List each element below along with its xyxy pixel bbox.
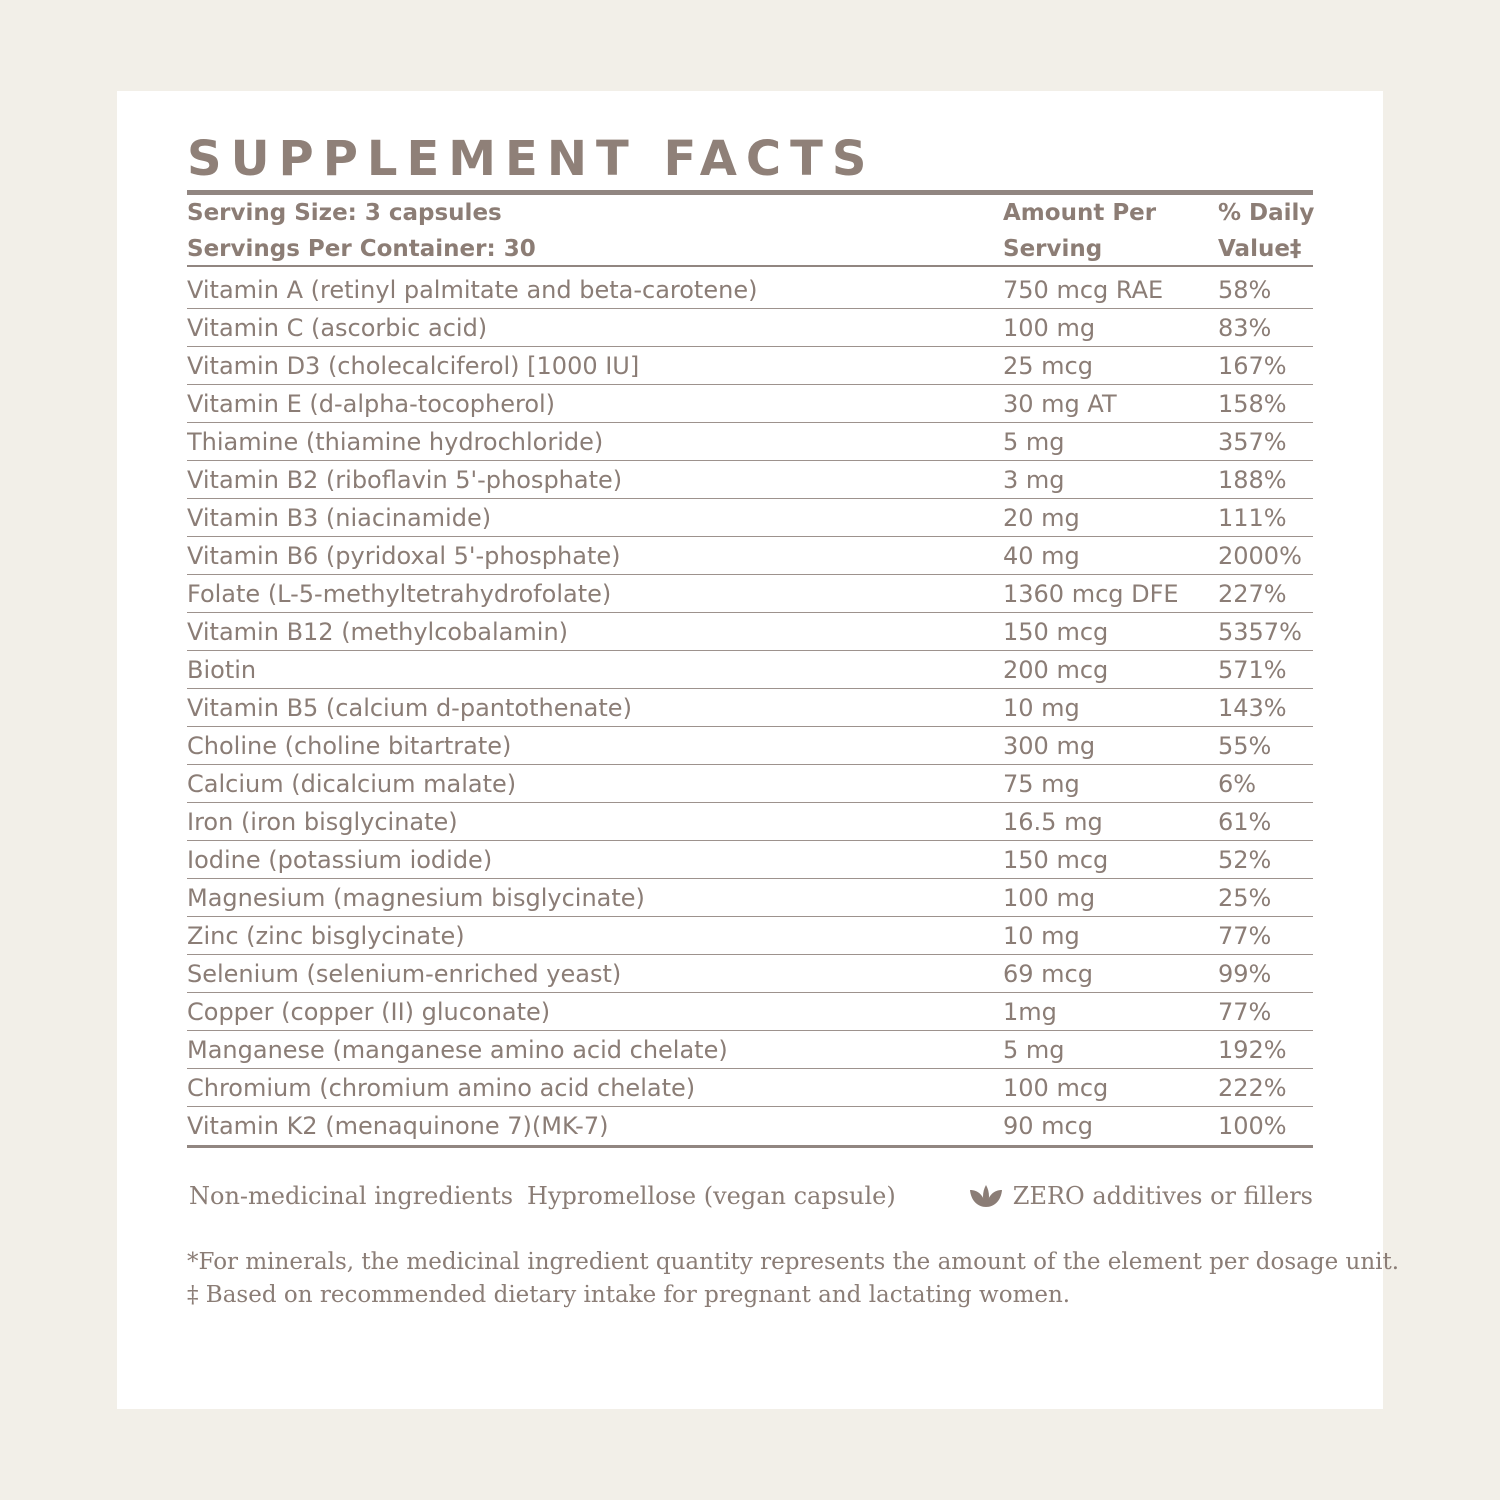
amount-per-serving: 5 mg (1003, 428, 1065, 456)
amount-per-serving: 20 mg (1003, 504, 1080, 532)
amount-per-serving: 300 mg (1003, 732, 1096, 760)
ingredient-name: Vitamin A (retinyl palmitate and beta-carotene) (187, 276, 758, 304)
amount-per-serving: 75 mg (1003, 770, 1080, 798)
amount-per-serving: 90 mcg (1003, 1112, 1093, 1140)
non-medicinal-label: Non-medicinal ingredients (189, 1182, 514, 1210)
ingredient-name: Copper (copper (II) gluconate) (187, 998, 551, 1026)
amount-per-serving: 25 mcg (1003, 352, 1093, 380)
ingredient-name: Vitamin B3 (niacinamide) (187, 504, 492, 532)
amount-per-serving: 5 mg (1003, 1036, 1065, 1064)
ingredient-name: Vitamin D3 (cholecalciferol) [1000 IU] (187, 352, 640, 380)
table-row (187, 879, 1313, 917)
daily-value-percent: 227% (1218, 580, 1287, 608)
amount-per-serving: 69 mcg (1003, 960, 1093, 988)
table-row (187, 309, 1313, 347)
daily-value-percent: 83% (1218, 314, 1272, 342)
table-row (187, 1107, 1313, 1145)
table-row (187, 347, 1313, 385)
table-row (187, 537, 1313, 575)
ingredient-name: Selenium (selenium-enriched yeast) (187, 960, 622, 988)
supplement-facts-panel (187, 131, 1400, 1312)
table-row (187, 423, 1313, 461)
table-row (187, 917, 1313, 955)
daily-value-footnote: ‡ Based on recommended dietary intake for pregnant and lactating women. (187, 1282, 1071, 1308)
amount-per-serving: 150 mcg (1003, 618, 1109, 646)
table-row (187, 765, 1313, 803)
daily-value-percent: 2000% (1218, 542, 1302, 570)
page-title: SUPPLEMENT FACTS (187, 131, 876, 187)
amount-per-serving: 1mg (1003, 998, 1057, 1026)
table-row (187, 651, 1313, 689)
nutrient-table (187, 271, 1313, 1145)
ingredient-name: Magnesium (magnesium bisglycinate) (187, 884, 645, 912)
daily-value-percent: 6% (1218, 770, 1257, 798)
daily-value-percent: 58% (1218, 276, 1272, 304)
ingredient-name: Thiamine (thiamine hydrochloride) (187, 428, 604, 456)
daily-value-percent: 571% (1218, 656, 1287, 684)
table-row (187, 271, 1313, 309)
table-row (187, 575, 1313, 613)
ingredient-name: Biotin (187, 656, 257, 684)
daily-value-percent: 188% (1218, 466, 1287, 494)
amount-per-serving: 100 mcg (1003, 1074, 1109, 1102)
table-row (187, 689, 1313, 727)
daily-value-column-header (1218, 195, 1313, 265)
daily-value-percent: 357% (1218, 428, 1287, 456)
daily-value-percent: 158% (1218, 390, 1287, 418)
table-bottom-divider (187, 1145, 1313, 1148)
ingredient-name: Vitamin B6 (pyridoxal 5'-phosphate) (187, 542, 621, 570)
daily-value-percent: 77% (1218, 922, 1272, 950)
amount-header-line1: Amount Per (1003, 200, 1157, 226)
daily-value-percent: 143% (1218, 694, 1287, 722)
daily-value-percent: 99% (1218, 960, 1272, 988)
supplement-facts-card (117, 91, 1400, 1409)
table-row (187, 499, 1313, 537)
leaf-icon (969, 1184, 1003, 1208)
ingredient-name: Choline (choline bitartrate) (187, 732, 512, 760)
footnotes (187, 1246, 1400, 1312)
ingredient-name: Vitamin C (ascorbic acid) (187, 314, 488, 342)
amount-per-serving: 10 mg (1003, 694, 1080, 722)
ingredient-name: Vitamin B2 (riboflavin 5'-phosphate) (187, 466, 623, 494)
table-header (187, 195, 1313, 267)
amount-per-serving: 1360 mcg DFE (1003, 580, 1179, 608)
amount-per-serving: 200 mcg (1003, 656, 1109, 684)
table-row (187, 727, 1313, 765)
ingredient-name: Iodine (potassium iodide) (187, 846, 493, 874)
daily-value-percent: 25% (1218, 884, 1272, 912)
daily-value-percent: 77% (1218, 998, 1272, 1026)
table-row (187, 841, 1313, 879)
daily-value-percent: 100% (1218, 1112, 1287, 1140)
amount-header-line2: Serving (1003, 236, 1103, 262)
table-row (187, 461, 1313, 499)
amount-per-serving: 150 mcg (1003, 846, 1109, 874)
ingredient-name: Vitamin B12 (methylcobalamin) (187, 618, 569, 646)
ingredient-name: Calcium (dicalcium malate) (187, 770, 517, 798)
table-row (187, 803, 1313, 841)
table-row (187, 993, 1313, 1031)
amount-per-serving: 3 mg (1003, 466, 1065, 494)
amount-per-serving: 30 mg AT (1003, 390, 1117, 418)
table-row (187, 1069, 1313, 1107)
ingredients-line (187, 1182, 1313, 1210)
table-row (187, 385, 1313, 423)
non-medicinal-ingredients (187, 1182, 896, 1210)
amount-per-serving: 10 mg (1003, 922, 1080, 950)
table-row (187, 613, 1313, 651)
daily-value-percent: 55% (1218, 732, 1272, 760)
daily-value-percent: 61% (1218, 808, 1272, 836)
ingredient-name: Vitamin K2 (menaquinone 7)(MK-7) (187, 1112, 609, 1140)
amount-column-header (1003, 195, 1218, 265)
dv-header-line2: Value‡ (1218, 236, 1302, 262)
serving-info (187, 195, 1003, 265)
zero-additives-badge (969, 1182, 1313, 1210)
amount-per-serving: 750 mcg RAE (1003, 276, 1164, 304)
amount-per-serving: 40 mg (1003, 542, 1080, 570)
amount-per-serving: 16.5 mg (1003, 808, 1103, 836)
ingredient-name: Chromium (chromium amino acid chelate) (187, 1074, 696, 1102)
amount-per-serving: 100 mg (1003, 884, 1096, 912)
table-row (187, 1031, 1313, 1069)
non-medicinal-value: Hypromellose (vegan capsule) (527, 1182, 896, 1210)
ingredient-name: Vitamin E (d-alpha-tocopherol) (187, 390, 556, 418)
ingredient-name: Vitamin B5 (calcium d-pantothenate) (187, 694, 632, 722)
daily-value-percent: 222% (1218, 1074, 1287, 1102)
servings-per-container: Servings Per Container: 30 (187, 236, 536, 262)
dv-header-line1: % Daily (1218, 200, 1315, 226)
amount-per-serving: 100 mg (1003, 314, 1096, 342)
ingredient-name: Manganese (manganese amino acid chelate) (187, 1036, 728, 1064)
ingredient-name: Zinc (zinc bisglycinate) (187, 922, 465, 950)
serving-size: Serving Size: 3 capsules (187, 200, 502, 226)
ingredient-name: Iron (iron bisglycinate) (187, 808, 458, 836)
daily-value-percent: 52% (1218, 846, 1272, 874)
daily-value-percent: 167% (1218, 352, 1287, 380)
table-row (187, 955, 1313, 993)
daily-value-percent: 5357% (1218, 618, 1302, 646)
daily-value-percent: 111% (1218, 504, 1287, 532)
daily-value-percent: 192% (1218, 1036, 1287, 1064)
zero-additives-text: ZERO additives or fillers (1012, 1182, 1313, 1210)
ingredient-name: Folate (L-5-methyltetrahydrofolate) (187, 580, 612, 608)
minerals-footnote: *For minerals, the medicinal ingredient quantity represents the amount of the element per dosage unit. (187, 1249, 1400, 1275)
